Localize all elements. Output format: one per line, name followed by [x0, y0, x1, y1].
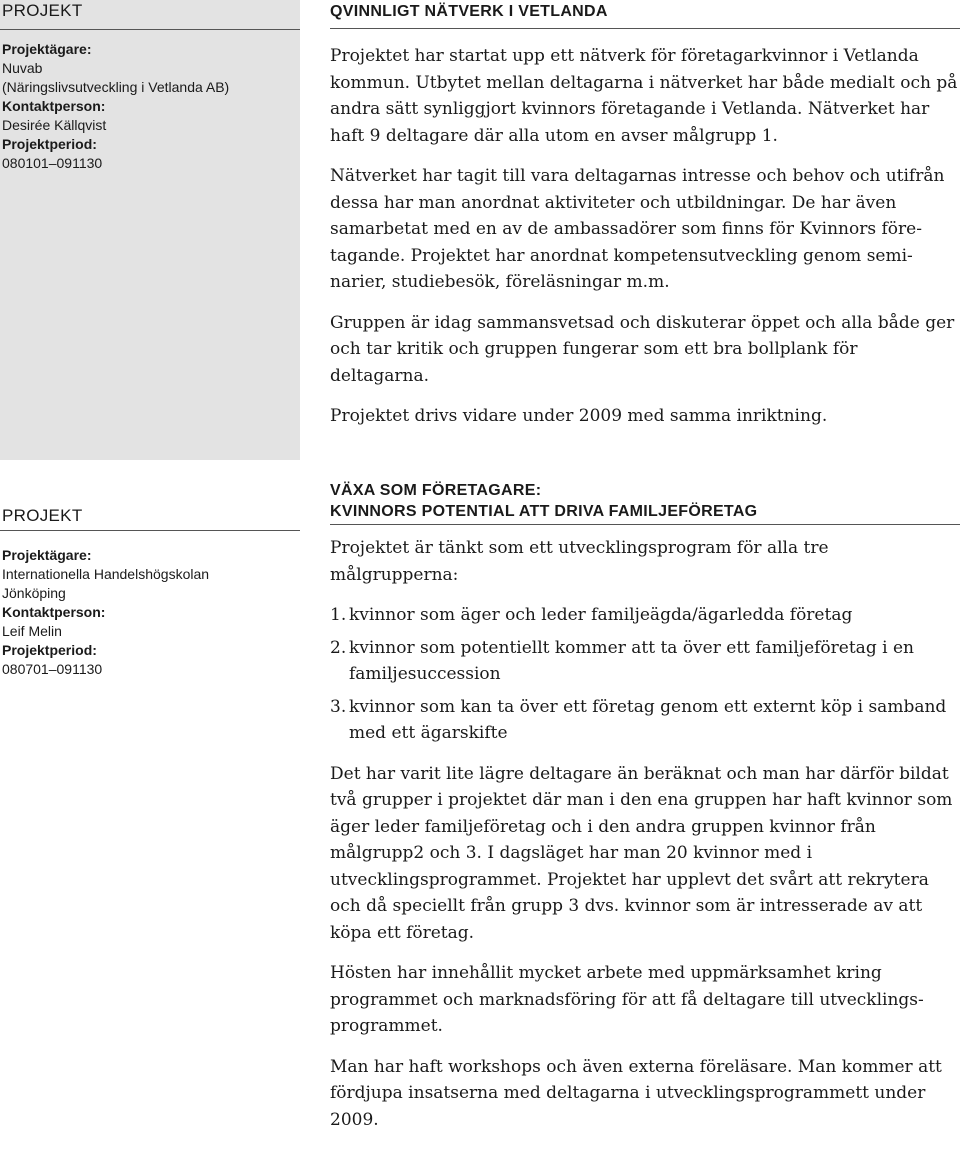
- paragraph: Nätverket har tagit till vara deltagarnas intresse och behov och utifrån dessa har man anordnat aktiviteter och utbildningar. De har även samarbetat med en av de ambassadörer som finns för Kvinnors företagande. Projektet har anordnat kompetensutveckling genom seminarier, studiebesök, föreläsningar m.m.: [330, 166, 945, 292]
- project-label: PROJEKT: [0, 505, 300, 531]
- project-label: PROJEKT: [0, 0, 300, 30]
- project-content: [330, 480, 960, 1147]
- owner-key: Projektägare:: [2, 41, 92, 57]
- contact-value: Desirée Källqvist: [2, 117, 107, 133]
- owner-line: (Näringslivsutveckling i Vetlanda AB): [2, 79, 230, 95]
- period-value: 080701–091130: [2, 661, 103, 677]
- list-text: kvinnor som kan ta över ett företag genom ett externt köp i samband med ett ägarskifte: [349, 696, 947, 743]
- list-item: [330, 602, 960, 629]
- project-section-2: [0, 460, 960, 1153]
- list-text: kvinnor som potentiellt kommer att ta över ett familjeföretag i en familjesuccession: [349, 637, 914, 684]
- paragraph: Hösten har innehållit mycket arbete med uppmärksamhet kring programmet och marknadsföring för att få deltagare till utvecklingsprogrammet.: [330, 963, 924, 1036]
- project-content: [330, 0, 960, 444]
- period-value: 080101–091130: [2, 155, 103, 171]
- project-meta: [2, 40, 292, 173]
- target-group-list: [330, 602, 960, 747]
- list-number: 1.: [330, 605, 347, 625]
- project-sidebar: [0, 0, 300, 460]
- owner-key: Projektägare:: [2, 547, 92, 563]
- contact-key: Kontaktperson:: [2, 604, 106, 620]
- list-number: 3.: [330, 696, 347, 717]
- paragraph: Man har haft workshops och även externa föreläsare. Man kommer att fördjupa insatserna med deltagarna i utvecklingsprogrammett under 2009.: [330, 1056, 942, 1130]
- list-text: kvinnor som äger och leder familjeägda/ägarledda företag: [349, 605, 853, 625]
- project-section-1: [0, 0, 960, 460]
- project-title: QVINNLIGT NÄTVERK I VETLANDA: [330, 0, 960, 29]
- list-item: [330, 694, 960, 747]
- project-sidebar: [0, 460, 300, 1153]
- owner-line: Jönköping: [2, 585, 66, 601]
- paragraph: Projektet har startat upp ett nätverk för företagarkvinnor i Vetlanda kommun. Utbytet mellan deltagarna i nätverket har både medialt och på andra sätt synliggjort kvinnors företagande i Vetlanda. Nätverket har haft 9 deltagare där alla utom en avser målgrupp 1.: [330, 46, 958, 146]
- paragraph: Projektet drivs vidare under 2009 med samma inriktning.: [330, 406, 828, 426]
- contact-value: Leif Melin: [2, 623, 62, 639]
- project-title-line: KVINNORS POTENTIAL ATT DRIVA FAMILJEFÖRETAG: [330, 503, 758, 520]
- paragraph: Det har varit lite lägre deltagare än beräknat och man har därför bildat två grupper i projektet där man i den ena gruppen har haft kvinnor som äger leder familjeföretag och i den andra gruppen kvinnor från målgrupp2 och 3. I dagsläget har man 20 kvinnor med i utvecklingsprogrammet. Projektet har upplevt det svårt att rekrytera och då speciellt från grupp 3 dvs. kvinnor som är intresserade av att köpa ett företag.: [330, 763, 953, 943]
- period-key: Projektperiod:: [2, 136, 97, 152]
- intro-paragraph: Projektet är tänkt som ett utvecklingsprogram för alla tre målgrupperna:: [330, 538, 829, 585]
- list-number: 2.: [330, 637, 347, 658]
- project-title-line: VÄXA SOM FÖRETAGARE:: [330, 482, 542, 499]
- paragraph: Gruppen är idag sammansvetsad och diskuterar öppet och alla både ger och tar kritik och gruppen fungerar som ett bra bollplank för deltagarna.: [330, 312, 955, 386]
- list-item: [330, 635, 960, 688]
- owner-line: Internationella Handelshögskolan: [2, 566, 210, 582]
- period-key: Projektperiod:: [2, 642, 97, 658]
- contact-key: Kontaktperson:: [2, 98, 106, 114]
- owner-line: Nuvab: [2, 60, 43, 76]
- project-title: [330, 480, 960, 525]
- project-meta: [2, 546, 292, 679]
